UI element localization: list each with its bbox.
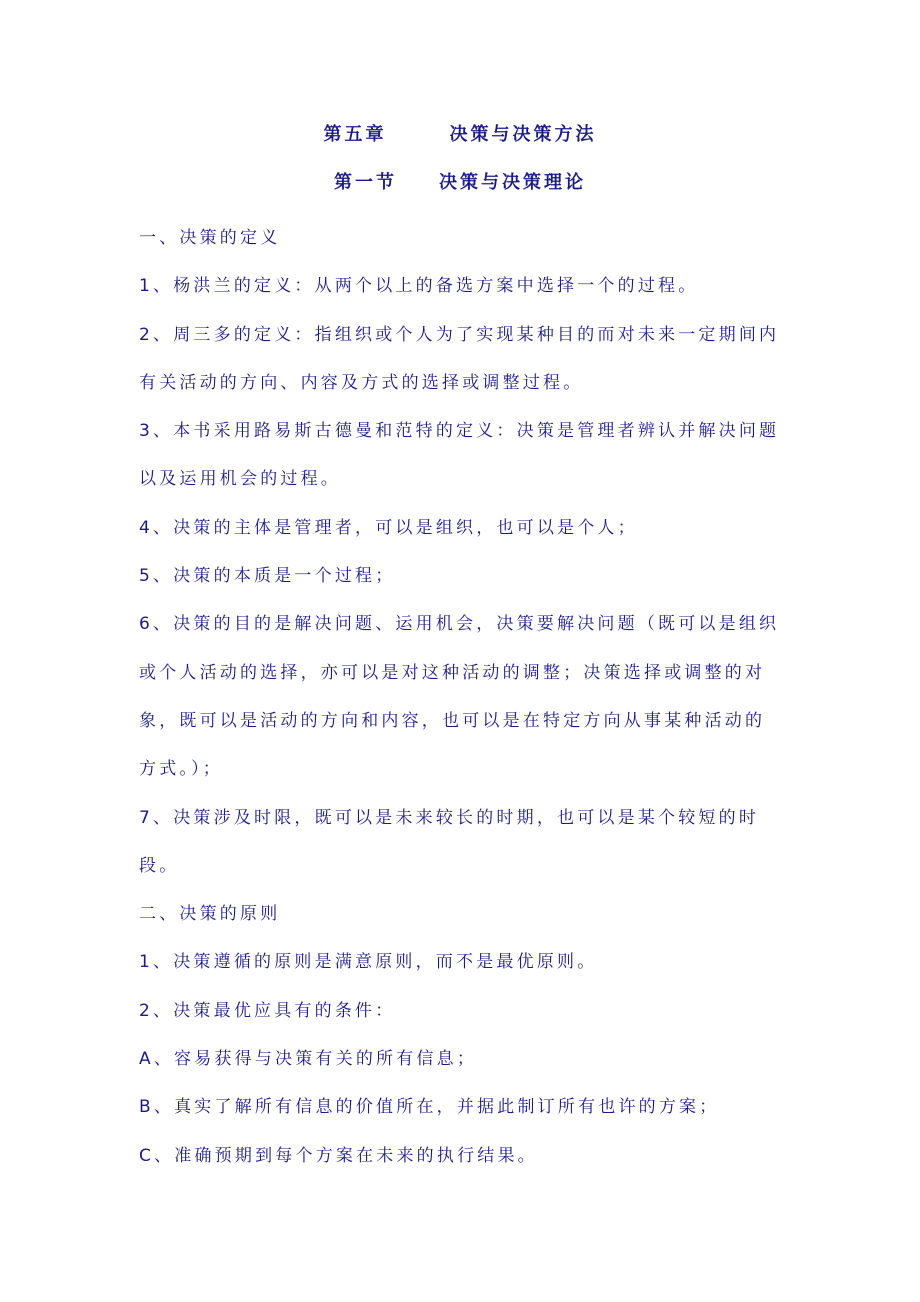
paragraph: 2、周三多的定义：指组织或个人为了实现某种目的而对未来一定期间内有关活动的方向、内容及方式的选择或调整过程。 bbox=[139, 324, 780, 393]
list-item: A、容易获得与决策有关的所有信息； bbox=[139, 1049, 478, 1070]
paragraph: 7、决策涉及时限，既可以是未来较长的时期，也可以是某个较短的时段。 bbox=[139, 807, 760, 876]
paragraph: 5、决策的本质是一个过程； bbox=[139, 566, 396, 587]
paragraph: 4、决策的主体是管理者，可以是组织，也可以是个人； bbox=[139, 517, 638, 538]
paragraph: 1、杨洪兰的定义：从两个以上的备选方案中选择一个的过程。 bbox=[139, 276, 699, 297]
list-item: B、真实了解所有信息的价值所在，并据此制订所有也许的方案； bbox=[139, 1097, 720, 1118]
list-item: C、准确预期到每个方案在未来的执行结果。 bbox=[139, 1145, 538, 1166]
section-heading-definition: 一、决策的定义 bbox=[139, 228, 281, 248]
document-body bbox=[139, 214, 784, 1180]
paragraph: 1、决策遵循的原则是满意原则，而不是最优原则。 bbox=[139, 952, 598, 973]
section-heading-principles: 二、决策的原则 bbox=[139, 904, 281, 925]
chapter-title: 第五章 决策与决策方法 bbox=[323, 124, 597, 145]
section-title: 第一节 决策与决策理论 bbox=[334, 172, 586, 193]
paragraph: 2、决策最优应具有的条件： bbox=[139, 1000, 396, 1021]
paragraph: 3、本书采用路易斯古德曼和范特的定义：决策是管理者辨认并解决问题以及运用机会的过程。 bbox=[139, 421, 780, 490]
paragraph: 6、决策的目的是解决问题、运用机会，决策要解决问题（既可以是组织或个人活动的选择，亦可以是对这种活动的调整；决策选择或调整的对象，既可以是活动的方向和内容，也可以是在特定方向从事某种活动的方式。）； bbox=[139, 614, 780, 780]
